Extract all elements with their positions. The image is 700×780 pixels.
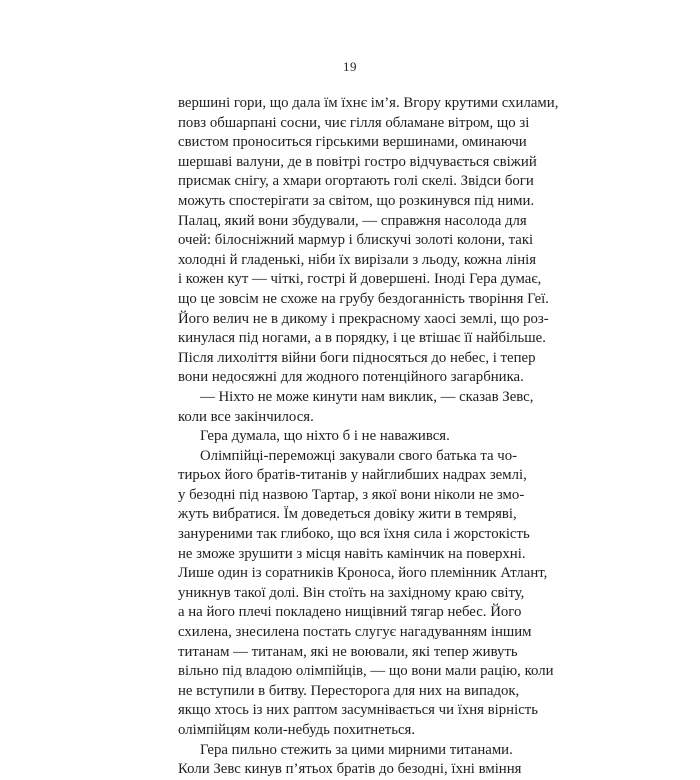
text-line: очей: білосніжний мармур і блискучі золоті колони, такі	[178, 232, 534, 249]
text-line: жуть вибратися. Їм доведеться довіку жити в темряві,	[178, 506, 517, 523]
text-line: Олімпійці-переможці закували свого батька та чо-	[200, 447, 518, 464]
text-line: схилена, знесилена постать слугує нагадуванням іншим	[178, 624, 532, 641]
text-line: кинулася під ногами, а в порядку, і це втішає її найбільше.	[178, 330, 546, 347]
text-line: не вступили в битву. Пересторога для них на випадок,	[178, 682, 520, 699]
text-line: і кожен кут — чіткі, гострі й довершені. Іноді Гера думає,	[178, 271, 542, 288]
text-line: олімпійцям коли-небудь похитнеться.	[178, 722, 416, 738]
text-line: зануреними так глибоко, що вся їхня сила і жорстокість	[178, 526, 530, 543]
text-line: повз обшарпані сосни, чиє гілля обламане вітром, що зі	[178, 114, 530, 131]
text-line: коли все закінчилося.	[178, 408, 314, 425]
text-line: Гера думала, що ніхто б і не наважився.	[200, 428, 450, 445]
text-line: вільно під владою олімпійців, — що вони мали рацію, коли	[178, 663, 554, 680]
text-line: можуть спостерігати за світом, що розкинувся під ними.	[178, 192, 535, 209]
text-line: не зможе зрушити з місця навіть камінчик на поверхні.	[178, 545, 526, 562]
text-line: що це зовсім не схоже на грубу бездоганність творіння Геї.	[178, 290, 549, 307]
body-text	[178, 94, 559, 780]
text-line: Палац, який вони збудували, — справжня насолода для	[178, 212, 527, 229]
text-line: у безодні під назвою Тартар, з якої вони ніколи не змо-	[178, 486, 525, 503]
text-line: свистом проноситься гірськими вершинами, оминаючи	[178, 134, 527, 151]
text-line: титанам — титанам, які не воювали, які тепер живуть	[178, 643, 518, 660]
text-line: шершаві валуни, де в повітрі гостро відчувається свіжий	[178, 153, 537, 170]
text-line: холодні й гладенькі, ніби їх вирізали з льоду, кожна лінія	[178, 251, 537, 268]
text-line: а на його плечі покладено нищівний тягар небес. Його	[178, 604, 522, 621]
text-line: Гера пильно стежить за цими мирними титанами.	[200, 741, 513, 758]
text-line: уникнув такої долі. Він стоїть на західному краю світу,	[178, 584, 525, 601]
text-line: Після лихоліття війни боги підносяться до небес, і тепер	[178, 349, 536, 366]
text-line: тирьох його братів-титанів у найглибших надрах землі,	[178, 467, 527, 484]
text-line: якщо хтось із них раптом засумнівається чи їхня вірність	[178, 702, 538, 719]
text-line: Коли Зевс кинув п’ятьох братів до безодні, їхні вміння	[178, 761, 522, 778]
page-number: 19	[343, 59, 357, 74]
text-line: Лише один із соратників Кроноса, його племінник Атлант,	[178, 565, 548, 582]
text-line: Його велич не в дикому і прекрасному хаосі землі, що роз-	[178, 310, 549, 327]
text-line: вони недосяжні для жодного потенційного загарбника.	[178, 369, 524, 386]
text-line: присмак снігу, а хмари огортають голі скелі. Звідси боги	[178, 173, 534, 190]
text-line: вершині гори, що дала їм їхнє ім’я. Вгору крутими схилами,	[178, 95, 559, 111]
text-line: — Ніхто не може кинути нам виклик, — сказав Зевс,	[200, 388, 534, 405]
